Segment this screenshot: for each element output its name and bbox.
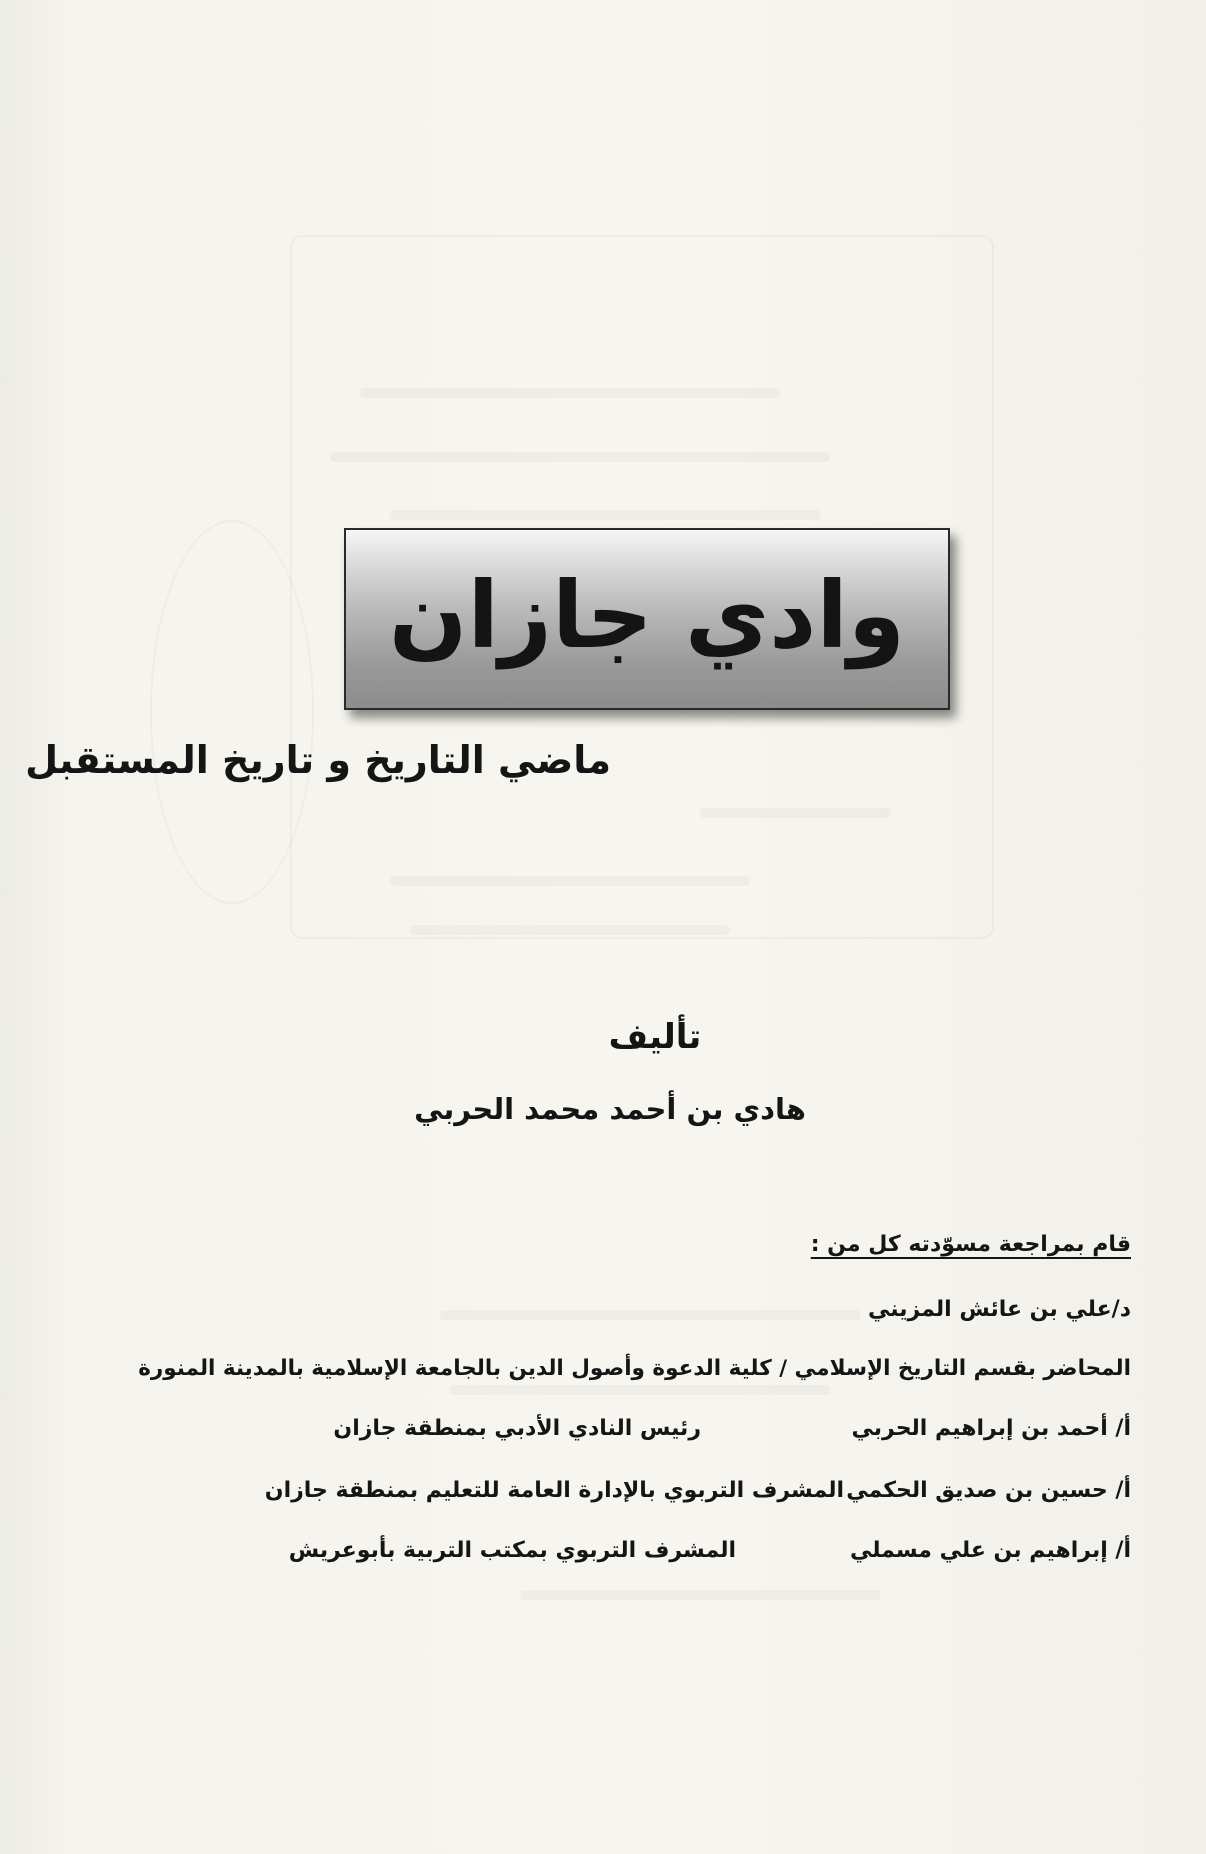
bleed-through-line (390, 510, 820, 520)
bleed-through-line (360, 388, 780, 398)
reviewer-3-name: أ/ حسين بن صديق الحكمي (846, 1478, 1131, 1503)
reviewers-heading: قام بمراجعة مسوّدته كل من : (810, 1232, 1131, 1257)
bleed-through-line (390, 876, 750, 886)
author-label-text: تأليف (608, 1017, 702, 1057)
bleed-through-line (410, 925, 730, 935)
reviewer-1-name: د/علي بن عائش المزيني (867, 1297, 1131, 1322)
author-label (0, 1017, 1206, 1057)
reviewer-2-role: رئيس النادي الأدبي بمنطقة جازان (333, 1416, 701, 1441)
title-box (344, 528, 950, 710)
reviewer-4-name: أ/ إبراهيم بن علي مسملي (849, 1538, 1131, 1563)
reviewer-4-role: المشرف التربوي بمكتب التربية بأبوعريش (288, 1538, 736, 1563)
book-subtitle: ماضي التاريخ و تاريخ المستقبل (25, 738, 611, 782)
bleed-through-arc (150, 520, 314, 904)
reviewer-3-role: المشرف التربوي بالإدارة العامة للتعليم بمنطقة جازان (264, 1478, 844, 1503)
author-name: هادي بن أحمد محمد الحربي (414, 1092, 806, 1126)
bleed-through-line (330, 452, 830, 462)
reviewer-2-name: أ/ أحمد بن إبراهيم الحربي (851, 1416, 1131, 1441)
bleed-through-line (520, 1590, 880, 1600)
bleed-through-line (700, 808, 890, 818)
reviewer-1-role: المحاضر بقسم التاريخ الإسلامي / كلية الدعوة وأصول الدين بالجامعة الإسلامية بالمدينة المنورة (138, 1356, 1131, 1381)
bleed-through-line (450, 1385, 830, 1395)
bleed-through-line (440, 1310, 860, 1320)
book-title: وادي جازان (388, 562, 906, 669)
